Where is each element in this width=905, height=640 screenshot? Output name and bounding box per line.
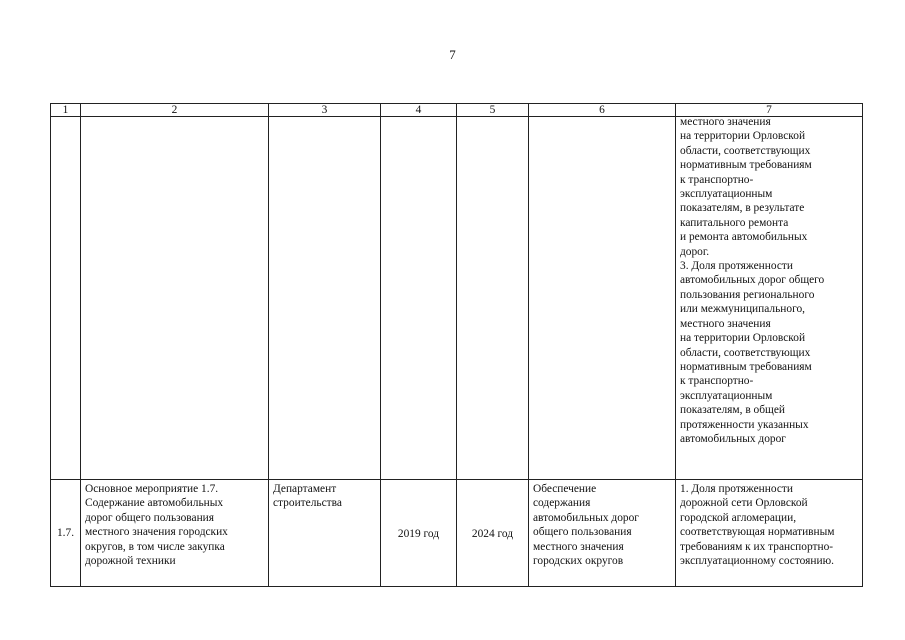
- page-number: 7: [449, 47, 456, 62]
- activity-text: Основное мероприятие 1.7. Содержание автомобильных дорог общего пользования местного значения городских округов, в том числе закупка дорожной техники: [85, 483, 228, 568]
- cont-cell-1: [51, 117, 81, 480]
- program-table: [50, 103, 863, 587]
- activity-cell: [81, 480, 269, 587]
- cont-cell-4: [381, 117, 457, 480]
- cont-indicators-text: местного значения на территории Орловской области, соответствующих нормативным требованиям к транспортно- эксплуатационным показателям, в результате капитального ремонта и ремонта автомобильных дорог. 3. Доля протяженности автомобильных дорог общего пользования регионального или межмуниципального, местного значения на территории Орловской области, соответствующих нормативным требованиям к транспортно- эксплуатационным показателям, в общей протяженности указанных автомобильных дорог: [680, 116, 825, 445]
- result-cell: [529, 480, 676, 587]
- start-year: 2019 год: [381, 480, 457, 587]
- indicator-text: 1. Доля протяженности дорожной сети Орловской городской агломерации, соответствующая нормативным требованиям к их транспортно- эксплуатационному состоянию.: [680, 483, 835, 568]
- table-row: [51, 480, 863, 587]
- column-header-5: 5: [457, 104, 529, 117]
- cont-cell-3: [269, 117, 381, 480]
- cont-cell-2: [81, 117, 269, 480]
- column-header-3: 3: [269, 104, 381, 117]
- cont-cell-5: [457, 117, 529, 480]
- column-header-2: 2: [81, 104, 269, 117]
- cont-indicators-cell: [676, 117, 863, 480]
- end-year: 2024 год: [457, 480, 529, 587]
- column-header-4: 4: [381, 104, 457, 117]
- column-header-6: 6: [529, 104, 676, 117]
- column-header-7: 7: [676, 104, 863, 117]
- indicator-cell: [676, 480, 863, 587]
- cont-cell-6: [529, 117, 676, 480]
- executor-cell: [269, 480, 381, 587]
- column-header-1: 1: [51, 104, 81, 117]
- row-number: 1.7.: [51, 480, 81, 587]
- executor-text: Департамент строительства: [273, 483, 342, 510]
- result-text: Обеспечение содержания автомобильных дорог общего пользования местного значения городских округов: [533, 483, 639, 568]
- continuation-row: [51, 117, 863, 480]
